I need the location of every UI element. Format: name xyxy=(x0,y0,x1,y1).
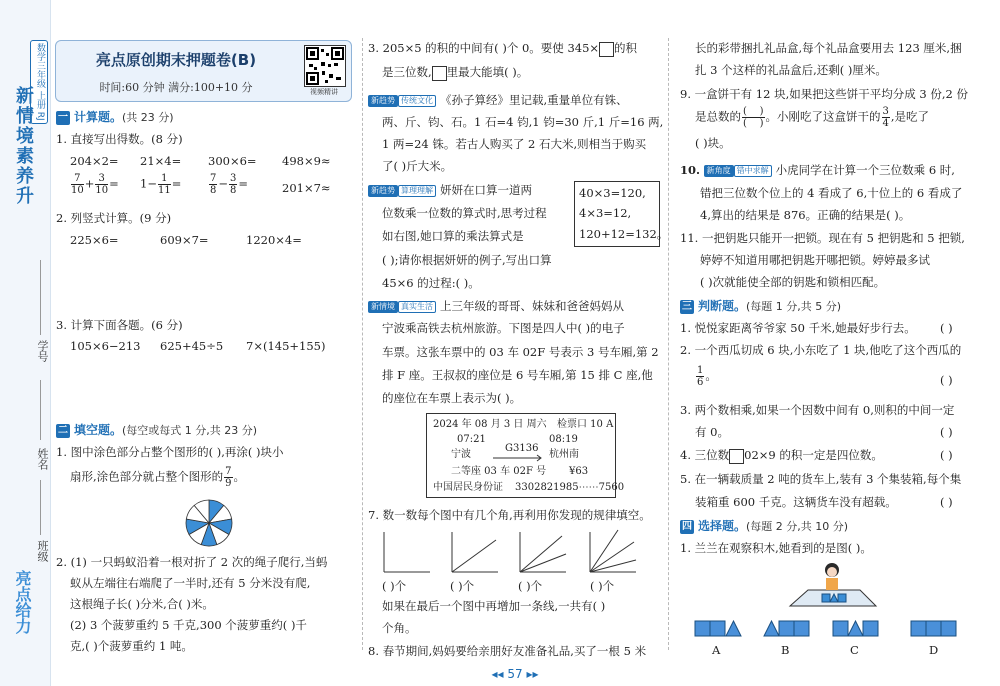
blank-square xyxy=(729,449,744,464)
judge-item-5: 装箱重 600 千克。这辆货车没有超载。 xyxy=(695,495,897,509)
question-5-line: 如右图,她口算的乘法算式是 xyxy=(382,229,524,243)
field-class: 班级 xyxy=(36,540,49,562)
ticket-id-label: 中国居民身份证 xyxy=(433,482,503,493)
calc-item: 300×6= xyxy=(208,154,257,168)
question-9-line: ( )块。 xyxy=(695,136,731,150)
calc-item: 105×6−213 xyxy=(70,339,141,353)
section-title: 计算题。 xyxy=(74,110,123,124)
question-8-cont: 扎 3 个这样的礼品盒后,还剩( )厘米。 xyxy=(695,63,887,77)
calc-item: 225×6= xyxy=(70,233,119,247)
question-4-line: 1 两=24 铢。若古人购买了 2 石大米,则相当于购买 xyxy=(382,137,647,151)
option-label-a[interactable]: A xyxy=(712,643,721,657)
section-number: 三 xyxy=(682,300,692,312)
tag-topic: 算理理解 xyxy=(398,185,436,197)
question-7-line: 个角。 xyxy=(382,621,417,635)
blank-square xyxy=(432,66,447,81)
section-number: 四 xyxy=(682,520,692,532)
section-heading-calculation xyxy=(56,108,174,125)
question-9-line: 是总数的 $\frac{( )}{( )}$ 。小刚吃了这盒饼干的 $\frac{3}{4}$ ,是吃了 xyxy=(695,106,930,129)
column-divider xyxy=(668,38,669,650)
question-fill-2-line: 2. (1) 一只蚂蚁沿着一根对折了 2 次的绳子爬行,当蚂 xyxy=(56,555,328,569)
question-7-line: 如果在最后一个图中再增加一条线,一共有( ) xyxy=(382,599,606,613)
girl-observing-blocks-illustration xyxy=(788,560,878,610)
option-a-blocks[interactable] xyxy=(694,620,742,638)
ticket-date: 2024 年 08 月 3 日 周六 xyxy=(433,419,547,430)
question-5-line: 新趋势 算理理解 妍妍在口算一道两 xyxy=(368,182,532,198)
blank-square xyxy=(599,42,614,57)
question-6-line: 新情境 真实生活 上三年级的哥哥、妹妹和爸爸妈妈从 xyxy=(368,298,624,314)
question-fill-1-cont: 扇形,涂色部分就占整个图形的 $\frac{7}{9}$ 。 xyxy=(70,466,246,489)
tag-topic: 真实生活 xyxy=(398,301,436,313)
exam-header xyxy=(55,40,352,102)
calc-item-fraction-sub: 1− $\frac{1}{11}$ = xyxy=(140,173,182,196)
question-vertical-calc: 2. 列竖式计算。(9 分) xyxy=(56,211,172,225)
question-6-line: 车票。这张车票中的 03 车 02F 号表示 3 号车厢,第 2 xyxy=(382,345,659,359)
question-8-cont: 长的彩带捆扎礼品盒,每个礼品盒要用去 123 厘米,捆 xyxy=(695,41,962,55)
section-number: 一 xyxy=(58,111,68,123)
ticket-to: 杭州南 xyxy=(549,449,579,460)
section-title: 填空题。 xyxy=(74,423,123,437)
calc-item: 21×4= xyxy=(140,154,182,168)
option-d-blocks[interactable] xyxy=(910,620,958,638)
question-11-line: 11. 一把钥匙只能开一把锁。现在有 5 把钥匙和 5 把锁, xyxy=(680,231,965,245)
angle-blank: ( )个 xyxy=(382,579,407,593)
tag-topic: 传统文化 xyxy=(398,95,436,107)
question-10-line: 4,算出的结果是 876。正确的结果是( )。 xyxy=(700,208,911,222)
question-3-line: 是三位数, 里最大能填( )。 xyxy=(382,65,529,79)
angle-figures xyxy=(380,528,650,576)
question-direct-calc: 1. 直接写出得数。(8 分) xyxy=(56,132,183,146)
field-name: 姓名 xyxy=(36,448,49,470)
question-4-line: 了( )斤大米。 xyxy=(382,159,453,173)
page-number-value: 57 xyxy=(507,667,523,681)
question-6-line: 排 F 座。王叔叔的座位是 6 号车厢,第 15 排 C 座,他 xyxy=(382,368,653,382)
ticket-train: G3136 xyxy=(505,443,539,454)
question-fill-2-line: 克,( )个菠萝重约 1 吨。 xyxy=(70,639,193,653)
field-line xyxy=(40,480,41,535)
question-8-line: 8. 春节期间,妈妈要给亲朋好友准备礼品,买了一根 5 米 xyxy=(368,644,647,658)
ticket-price: ¥63 xyxy=(569,466,589,477)
question-4-line: 两、斤、钧、石。1 石=4 钧,1 钧=30 斤,1 斤=16 两, xyxy=(382,115,664,129)
calc-item-fraction-sub: $\frac{7}{8}$ − $\frac{3}{8}$ = xyxy=(210,173,249,196)
judge-item-2: 2. 一个西瓜切成 6 块,小东吃了 1 块,他吃了这个西瓜的 xyxy=(680,343,962,357)
qr-label: 视频精讲 xyxy=(310,88,338,96)
tag-new-angle: 新角度 xyxy=(704,165,734,177)
calc-item: 201×7≈ xyxy=(282,181,331,195)
page-number xyxy=(480,667,550,681)
question-9-line: 9. 一盒饼干有 12 块,如果把这些饼干平均分成 3 份,2 份 xyxy=(680,87,968,101)
judge-item-2-frac: $\frac{1}{6}$ 。 xyxy=(697,365,717,388)
section-heading-judge xyxy=(680,297,841,314)
section-note: (每题 1 分,共 5 分) xyxy=(746,300,842,313)
ticket-from: 宁波 xyxy=(451,449,471,460)
question-compute: 3. 计算下面各题。(6 分) xyxy=(56,318,183,332)
series-brand: 新情境素养升 xyxy=(13,86,34,206)
calc-item: 1220×4= xyxy=(246,233,302,247)
next-page-icon: ▸▸ xyxy=(522,667,539,681)
field-line xyxy=(40,380,41,440)
judge-item-3: 有 0。 xyxy=(695,425,729,439)
calc-item: 498×9≈ xyxy=(282,154,331,168)
tag-new-trend: 新趋势 xyxy=(368,95,398,107)
option-label-c[interactable]: C xyxy=(850,643,859,657)
judge-item-3: 3. 两个数相乘,如果一个因数中间有 0,则积的中间一定 xyxy=(680,403,955,417)
section-number: 二 xyxy=(58,424,68,436)
tag-new-scenario: 新情境 xyxy=(368,301,398,313)
question-fill-2-line: (2) 3 个菠萝重约 5 千克,300 个菠萝重约( )千 xyxy=(70,618,307,632)
option-b-blocks[interactable] xyxy=(763,620,811,638)
ticket-id-number: 3302821985⋯⋯7560 xyxy=(515,482,625,493)
angle-blank: ( )个 xyxy=(450,579,475,593)
calc-item: 7×(145+155) xyxy=(246,339,326,353)
qr-code-icon[interactable] xyxy=(304,45,346,87)
question-3-line: 3. 205×5 的积的中间有( )个 0。要使 345× 的积 xyxy=(368,41,638,55)
judge-item-1: 1. 悦悦家距离爷爷家 50 千米,她最好步行去。 xyxy=(680,321,916,335)
field-line xyxy=(40,260,41,335)
section-title: 判断题。 xyxy=(698,299,747,313)
option-label-d[interactable]: D xyxy=(929,643,939,657)
ticket-gate: 检票口 10 A xyxy=(557,419,614,430)
question-6-line: 的座位在车票上表示为( )。 xyxy=(382,391,522,405)
circle-sector-figure xyxy=(184,498,234,548)
section-note: (共 23 分) xyxy=(122,111,174,124)
judge-blank: ( ) xyxy=(940,373,953,387)
grade-label: 数学三年级 上册 RJ xyxy=(30,40,48,124)
section-heading-choice xyxy=(680,517,848,534)
brand-logo-text: 亮点给力 xyxy=(13,570,32,634)
choice-item-1: 1. 兰兰在观察积木,她看到的是图( )。 xyxy=(680,541,872,555)
question-7-line: 7. 数一数每个图中有几个角,再利用你发现的规律填空。 xyxy=(368,508,651,522)
field-school: 学号 xyxy=(36,340,49,362)
judge-blank: ( ) xyxy=(940,495,953,509)
question-11-line: 婷婷不知道用哪把钥匙开哪把锁。婷婷最多试 xyxy=(700,253,930,267)
judge-item-5: 5. 在一辆载质量 2 吨的货车上,装有 3 个集装箱,每个集 xyxy=(680,472,962,486)
ticket-arr-time: 08:19 xyxy=(549,434,578,445)
train-ticket xyxy=(426,413,625,498)
question-5-line: ( );请你根据妍妍的例子,写出口算 xyxy=(382,253,552,267)
option-label-b[interactable]: B xyxy=(781,643,790,657)
tag-topic: 错中求解 xyxy=(734,165,772,177)
thinking-process-box: 40×3=120, 4×3=12, 120+12=132。 xyxy=(574,181,660,247)
section-note: (每空或每式 1 分,共 23 分) xyxy=(122,424,258,437)
calc-item: 609×7= xyxy=(160,233,209,247)
column-divider xyxy=(362,38,363,650)
ticket-arrow-icon xyxy=(493,454,545,462)
question-11-line: ( )次就能使全部的钥匙和锁相匹配。 xyxy=(700,275,886,289)
calc-item: 204×2= xyxy=(70,154,119,168)
section-title: 选择题。 xyxy=(698,519,747,533)
judge-item-4: 4. 三位数 02×9 的积一定是四位数。 xyxy=(680,448,883,462)
question-fill-1: 1. 图中涂色部分占整个图形的( ),再涂( )块小 xyxy=(56,445,284,459)
angle-blank: ( )个 xyxy=(518,579,543,593)
tag-new-trend: 新趋势 xyxy=(368,185,398,197)
judge-blank: ( ) xyxy=(940,448,953,462)
question-4-line: 新趋势 传统文化 《孙子算经》里记载,重量单位有铢、 xyxy=(368,92,628,108)
judge-blank: ( ) xyxy=(940,425,953,439)
exam-title: 亮点原创期末押题卷(B) xyxy=(95,51,257,69)
ticket-seat: 二等座 03 车 02F 号 xyxy=(451,466,547,477)
question-6-line: 宁波乘高铁去杭州旅游。下图是四人中( )的电子 xyxy=(382,321,625,335)
question-5-line: 45×6 的过程:( )。 xyxy=(382,276,480,290)
calc-item: 625+45÷5 xyxy=(160,339,224,353)
judge-blank: ( ) xyxy=(940,321,953,335)
question-5-line: 位数乘一位数的算式时,思考过程 xyxy=(382,206,547,220)
option-c-blocks[interactable] xyxy=(832,620,880,638)
prev-page-icon: ◂◂ xyxy=(491,667,508,681)
question-fill-2-line: 这根绳子长( )分米,合( )米。 xyxy=(70,597,214,611)
ticket-dep-time: 07:21 xyxy=(457,434,486,445)
angle-blank: ( )个 xyxy=(590,579,615,593)
question-fill-2-line: 蚁从左端往右端爬了一半时,还有 5 分米没有爬, xyxy=(70,576,311,590)
section-note: (每题 2 分,共 10 分) xyxy=(746,520,849,533)
section-heading-fill xyxy=(56,421,257,438)
question-10-line: 10. 新角度 错中求解 小虎同学在计算一个三位数乘 6 时, xyxy=(680,163,955,177)
calc-item-fraction-add: $\frac{7}{10}$ + $\frac{3}{10}$ = xyxy=(71,173,119,196)
question-10-line: 错把三位数个位上的 4 看成了 6,十位上的 6 看成了 xyxy=(700,186,963,200)
exam-info: 时间:60 分钟 满分:100+10 分 xyxy=(99,81,253,94)
